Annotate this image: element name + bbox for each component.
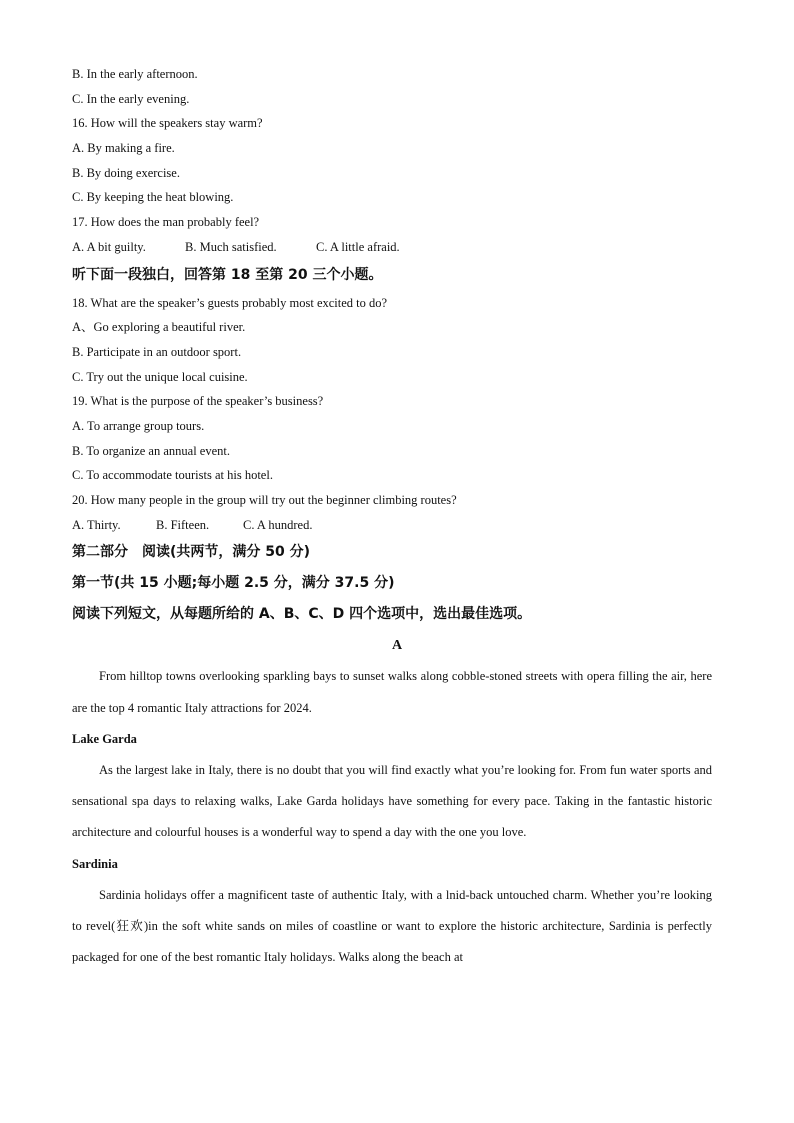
lake-garda-heading: Lake Garda [72,731,137,746]
q20-option-a: A. Thirty. [72,517,121,532]
q19-option-a: A. To arrange group tours. [72,418,205,433]
sardinia-heading: Sardinia [72,856,118,871]
section1-title: 第一节(共 15 小题;每小题 2.5 分，满分 37.5 分) [72,575,395,592]
q20-option-c: C. A hundred. [243,517,313,532]
q16-stem: 16. How will the speakers stay warm? [72,116,263,131]
part2-title: 第二部分 阅读(共两节，满分 50 分) [72,544,311,561]
q20-options [72,513,712,538]
q20-option-b: B. Fifteen. [156,517,210,532]
q16-option-b: B. By doing exercise. [72,165,180,180]
q17-stem: 17. How does the man probably feel? [72,215,260,230]
document-page [72,62,712,973]
q17-options [72,235,712,260]
q19-option-b: B. To organize an annual event. [72,443,230,458]
q18-option-c: C. Try out the unique local cuisine. [72,369,248,384]
q18-option-a: A、Go exploring a beautiful river. [72,320,246,335]
q15-option-c: C. In the early evening. [72,91,190,106]
lake-garda-paragraph: As the largest lake in Italy, there is no doubt that you will find exactly what you’re looking for. From fun water sports and sensational spa days to relaxing walks, Lake Garda holidays have something for every pace. Taking in the fantastic historic architecture and colourful houses is a wonderful way to spend a day with the one you love. [72,762,712,840]
passage-label: A [391,638,403,654]
q20-stem: 20. How many people in the group will try out the beginner climbing routes? [72,493,457,507]
q17-option-c: C. A little afraid. [316,239,400,254]
q17-option-a: A. A bit guilty. [72,239,146,254]
reading-instruction: 阅读下列短文，从每题所给的 A、B、C、D 四个选项中，选出最佳选项。 [72,606,532,623]
q16-option-c: C. By keeping the heat blowing. [72,190,234,205]
intro-paragraph: From hilltop towns overlooking sparkling bays to sunset walks along cobble-stoned streets with opera filling the air, here are the top 4 romantic Italy attractions for 2024. [72,669,712,715]
q19-option-c: C. To accommodate tourists at his hotel. [72,468,273,483]
listening-instruction: 听下面一段独白，回答第 18 至第 20 三个小题。 [72,266,383,283]
sardinia-paragraph: Sardinia holidays offer a magnificent taste of authentic Italy, with a lnid-back untouched charm. Whether you’re looking to revel(狂欢)in the soft white sands on miles of coastline or want to explore the historic architecture, Sardinia is perfectly packaged for one of the best romantic Italy holidays. Walks along the beach at [72,887,712,965]
q15-option-b: B. In the early afternoon. [72,67,198,81]
q18-option-b: B. Participate in an outdoor sport. [72,344,242,359]
q16-option-a: A. By making a fire. [72,141,175,156]
q17-option-b: B. Much satisfied. [185,239,277,254]
q18-stem: 18. What are the speaker’s guests probably most excited to do? [72,295,388,310]
q19-stem: 19. What is the purpose of the speaker’s business? [72,394,324,409]
